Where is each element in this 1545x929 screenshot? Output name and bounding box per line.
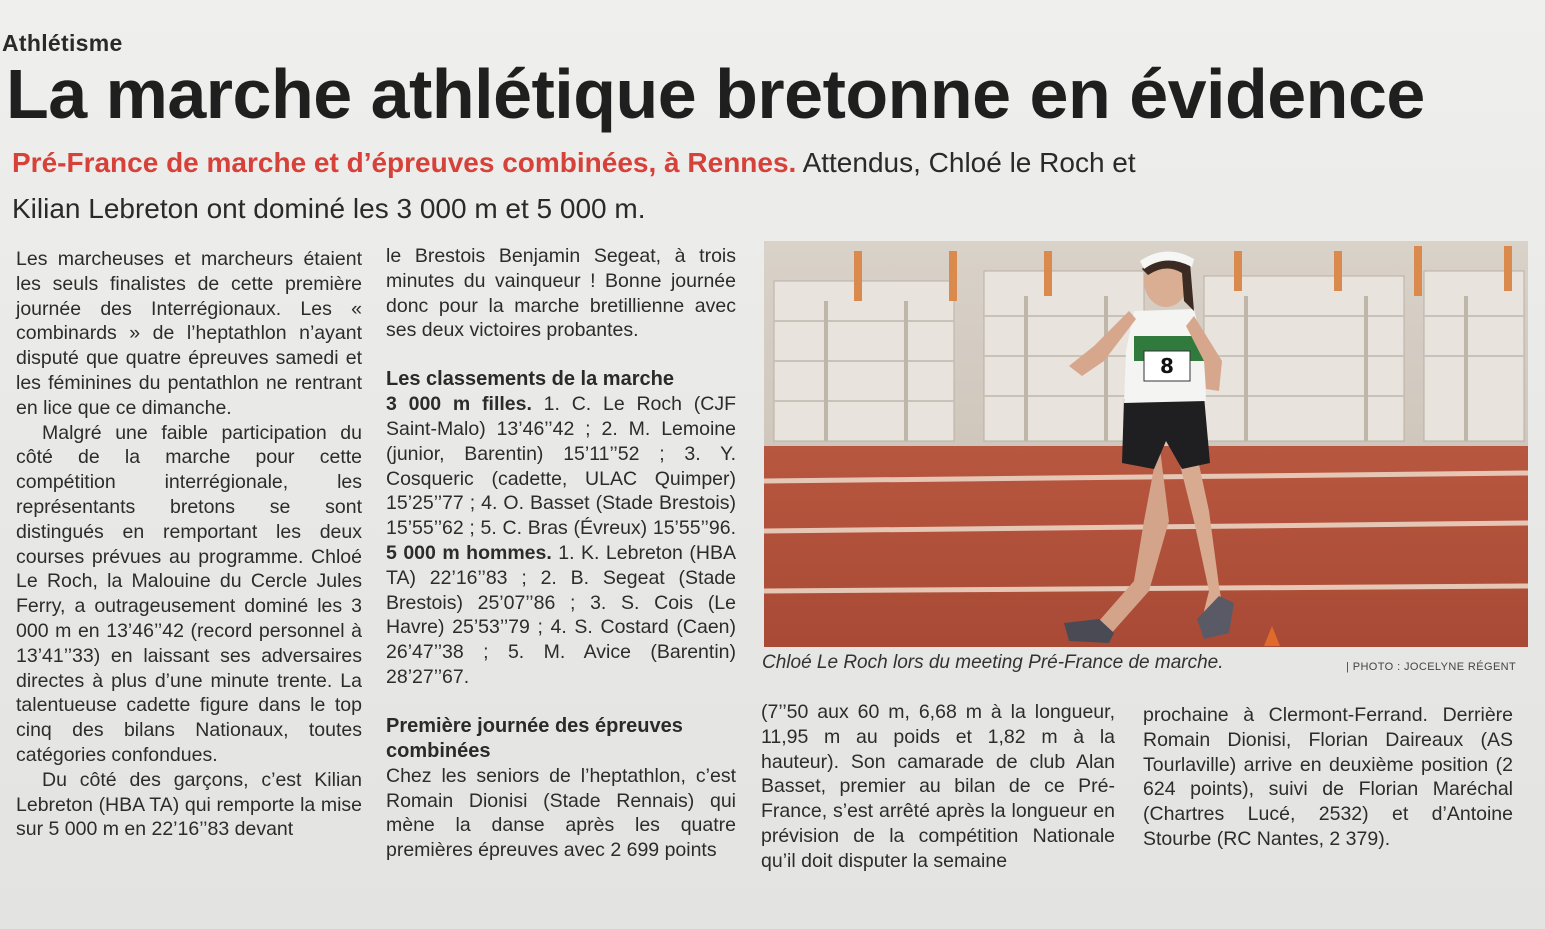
photo-credit: | PHOTO : JOCELYNE RÉGENT [1346,661,1517,673]
paragraph: (7’’50 aux 60 m, 6,68 m à la longueur, 11,95 m au poids et 1,82 m à la hauteur). Son camarade de club Alan Basset, premier au bilan de ce Pré-France, s’est arrêté après la longueur en prévision de la compétition Nationale qu’il doit disputer la semaine [761,701,1115,872]
paragraph: le Brestois Benjamin Segeat, à trois minutes du vainqueur ! Bonne journée donc pour la marche bretillienne avec ses deux victoires probantes. [386,245,736,342]
results-paragraph [386,392,736,690]
article-column-1 [16,247,362,842]
article-standfirst [12,140,1152,232]
article-headline: La marche athlétique bretonne en évidence [6,55,1425,133]
results-text-3000m: 1. C. Le Roch (CJF Saint-Malo) 13’46’’42 ; 2. M. Lemoine (junior, Barentin) 15’11’’52 ; 3. Y. Cosqueric (cadette, ULAC Quimper) 15’25’’77 ; 4. O. Basset (Stade Brestois) 15’55’’62 ; 5. C. Bras (Évreux) 15’55’’96. [386,393,736,540]
standfirst-highlight: Pré-France de marche et d’épreuves combinées, à Rennes. [12,147,797,178]
subheading-classements: Les classements de la marche [386,368,674,391]
standfirst-text: Attendus, Chloé le Roch et Kilian Lebreton ont dominé les 3 000 m et 5 000 m. [12,147,1136,224]
section-rubric: Athlétisme [2,30,123,56]
paragraph: prochaine à Clermont-Ferrand. Derrière Romain Dionisi, Florian Daireaux (AS Tourlaville) arrive en deuxième position (2 624 points), suivi de Florian Maréchal (Chartres Lucé, 2532) et d’Antoine Stourbe (RC Nantes, 2 379). [1143,704,1513,850]
results-label-5000m: 5 000 m hommes. [386,541,552,564]
paragraph: Malgré une faible participation du côté de la marche pour cette compétition interrégionale, les représentants bretons se sont distingués en remportant les deux courses prévues au programme. Chloé Le Roch, la Malouine du Cercle Jules Ferry, a outrageusement dominé les 3 000 m en 13’46’’42 (record personnel à 13’41’’33) en laissant ses adversaires directes à plus d’une minute trente. La talentueuse cadette figure dans le top cinq des bilans Nationaux, toutes catégories confondues. [16,421,362,766]
article-photo [764,241,1528,647]
article-column-2 [386,244,736,863]
walker-photo-illustration [764,241,1528,647]
subheading-combinees: Première journée des épreuves combinées [386,714,683,762]
article-column-3 [761,700,1115,874]
results-label-3000m: 3 000 m filles. [386,393,532,416]
paragraph: Chez les seniors de l’heptathlon, c’est Romain Dionisi (Stade Rennais) qui mène la danse après les quatre premières épreuves avec 2 699 points [386,764,736,862]
article-column-4 [1143,703,1513,852]
paragraph: Du côté des garçons, c’est Kilian Lebreton (HBA TA) qui remporte la mise sur 5 000 m en 22’16’’83 devant [16,768,362,841]
photo-caption: Chloé Le Roch lors du meeting Pré-France de marche. [762,652,1224,673]
results-text-5000m: 1. K. Lebreton (HBA TA) 22’16’’83 ; 2. B. Segeat (Stade Brestois) 25’07’’86 ; 3. S. Cois (Le Havre) 25’53’’79 ; 4. S. Costard (Caen) 26’47’’38 ; 5. M. Avice (Barentin) 28’27’’67. [386,541,736,688]
paragraph: Les marcheuses et marcheurs étaient les seuls finalistes de cette première journée des Interrégionaux. Les « combinards » de l’heptathlon n’ayant disputé que quatre épreuves samedi et les féminines du pentathlon ne rentrant en lice que ce dimanche. [16,248,362,419]
bib-number: 8 [1160,354,1174,378]
